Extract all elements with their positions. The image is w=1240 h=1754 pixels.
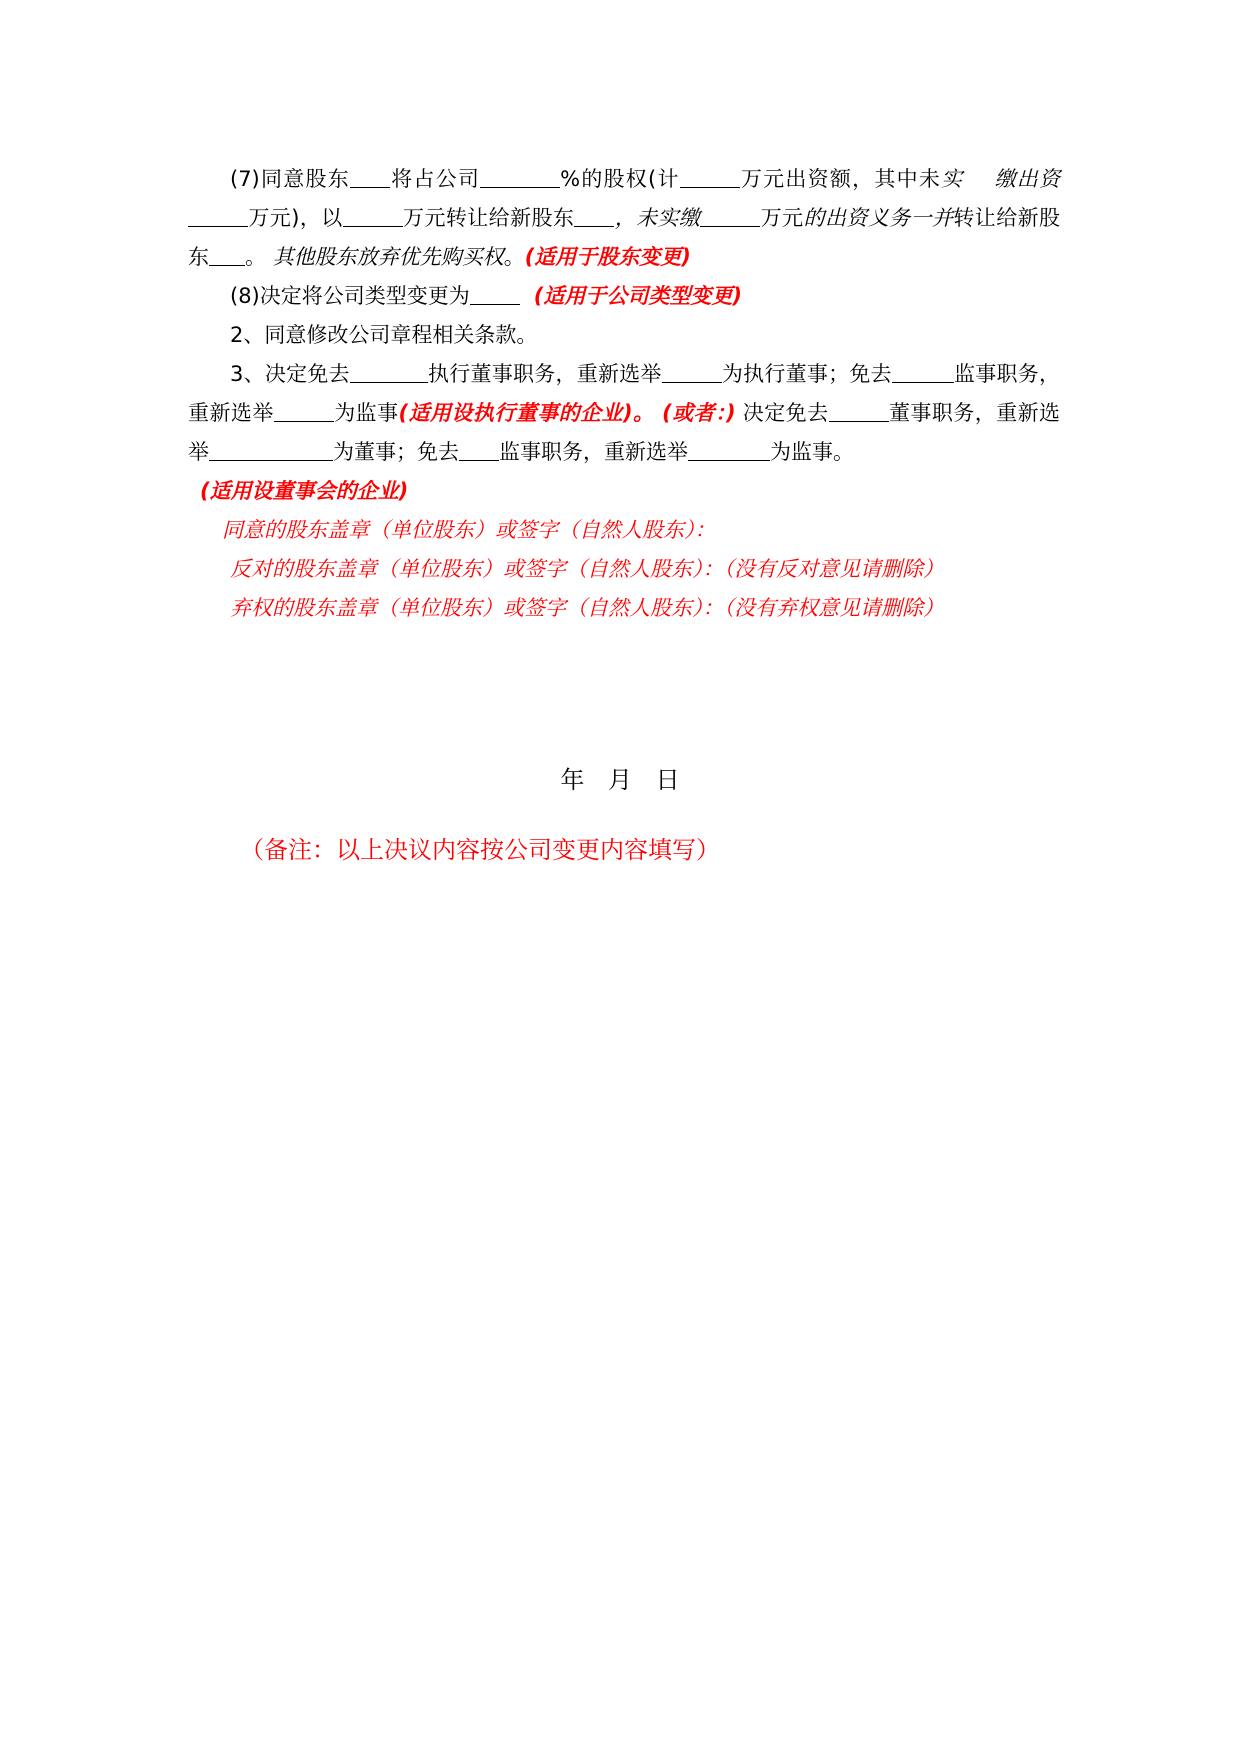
clause-7-text: 缴出资 xyxy=(993,167,1061,191)
blank-field xyxy=(343,202,403,227)
clause-3-text: 董事职务，重新选举 xyxy=(188,401,1061,464)
clause-7-text: %的股权(计 xyxy=(560,167,680,191)
applicability-note: (适用于股东变更) xyxy=(524,245,691,269)
clause-3-text: 3、决定免去 xyxy=(230,362,350,386)
applicability-note: (适用设执行董事的企业)。 (或者：) xyxy=(398,401,736,425)
clause-7 xyxy=(188,160,1060,277)
abstain-signature-line xyxy=(188,589,1060,628)
applicability-note: (适用于公司类型变更) xyxy=(533,284,742,308)
clause-7-text: 万元转让给新股东 xyxy=(402,206,575,230)
blank-field xyxy=(350,358,428,383)
clause-7-text: (7)同意股东 xyxy=(230,167,350,191)
clause-3-text: 为执行董事；免去 xyxy=(721,362,892,386)
clause-7-text: 万元 xyxy=(760,206,804,230)
clause-3 xyxy=(188,355,1060,472)
clause-7-text: 实 xyxy=(941,167,964,191)
remark-note: （备注：以上决议内容按公司变更内容填写） xyxy=(240,836,720,864)
clause-3-text: 为监事 xyxy=(333,401,399,425)
clause-3-text: 监事职务，重新选举 xyxy=(188,362,1061,425)
clause-7-text: 其他股东放弃优先购买权 xyxy=(266,245,504,269)
blank-field xyxy=(350,163,390,188)
clause-2-text: 2、同意修改公司章程相关条款。 xyxy=(230,323,538,347)
agree-signature-line xyxy=(188,511,1060,550)
oppose-signature-line xyxy=(188,550,1060,589)
blank-field xyxy=(209,436,333,461)
resolution-body xyxy=(188,160,1060,628)
applicability-note: (适用设董事会的企业) xyxy=(200,479,409,503)
clause-7-text: 的出资义务一并 xyxy=(803,206,954,230)
clause-8-text: (8)决定将公司类型变更为 xyxy=(230,284,470,308)
blank-field xyxy=(688,436,770,461)
clause-2 xyxy=(188,316,1060,355)
oppose-signature-label: 反对的股东盖章（单位股东）或签字（自然人股东）：（没有反对意见请删除） xyxy=(230,557,944,581)
blank-field xyxy=(470,280,520,305)
blank-field xyxy=(209,241,245,266)
blank-field xyxy=(274,397,334,422)
clause-7-text: 万元出资额，其中未 xyxy=(739,167,942,191)
clause-3-text: 为监事。 xyxy=(770,440,854,464)
blank-field xyxy=(480,163,560,188)
blank-field xyxy=(680,163,740,188)
clause-7-text: 将占公司 xyxy=(389,167,481,191)
clause-7-text: 转让给新股东 xyxy=(188,206,1061,269)
blank-field xyxy=(459,436,499,461)
blank-field xyxy=(892,358,954,383)
blank-field xyxy=(188,202,248,227)
clause-7-text: 。 xyxy=(245,245,266,269)
abstain-signature-label: 弃权的股东盖章（单位股东）或签字（自然人股东）：（没有弃权意见请删除） xyxy=(230,596,944,620)
blank-field xyxy=(662,358,722,383)
agree-signature-label: 同意的股东盖章（单位股东）或签字（自然人股东）： xyxy=(222,518,716,542)
clause-7-text: ，未实缴 xyxy=(614,206,701,230)
blank-field xyxy=(700,202,760,227)
clause-3-text: 为董事；免去 xyxy=(333,440,459,464)
clause-7-text: 。 xyxy=(503,245,525,269)
clause-7-text: 万元)，以 xyxy=(248,206,343,230)
clause-8 xyxy=(188,277,1060,316)
blank-field xyxy=(829,397,889,422)
clause-3-text: 监事职务，重新选举 xyxy=(499,440,688,464)
date-line: 年 月 日 xyxy=(560,766,680,794)
board-note-line xyxy=(188,472,1060,511)
clause-3-text: 执行董事职务，重新选举 xyxy=(427,362,662,386)
blank-field xyxy=(574,202,614,227)
clause-3-text: 决定免去 xyxy=(735,401,829,425)
